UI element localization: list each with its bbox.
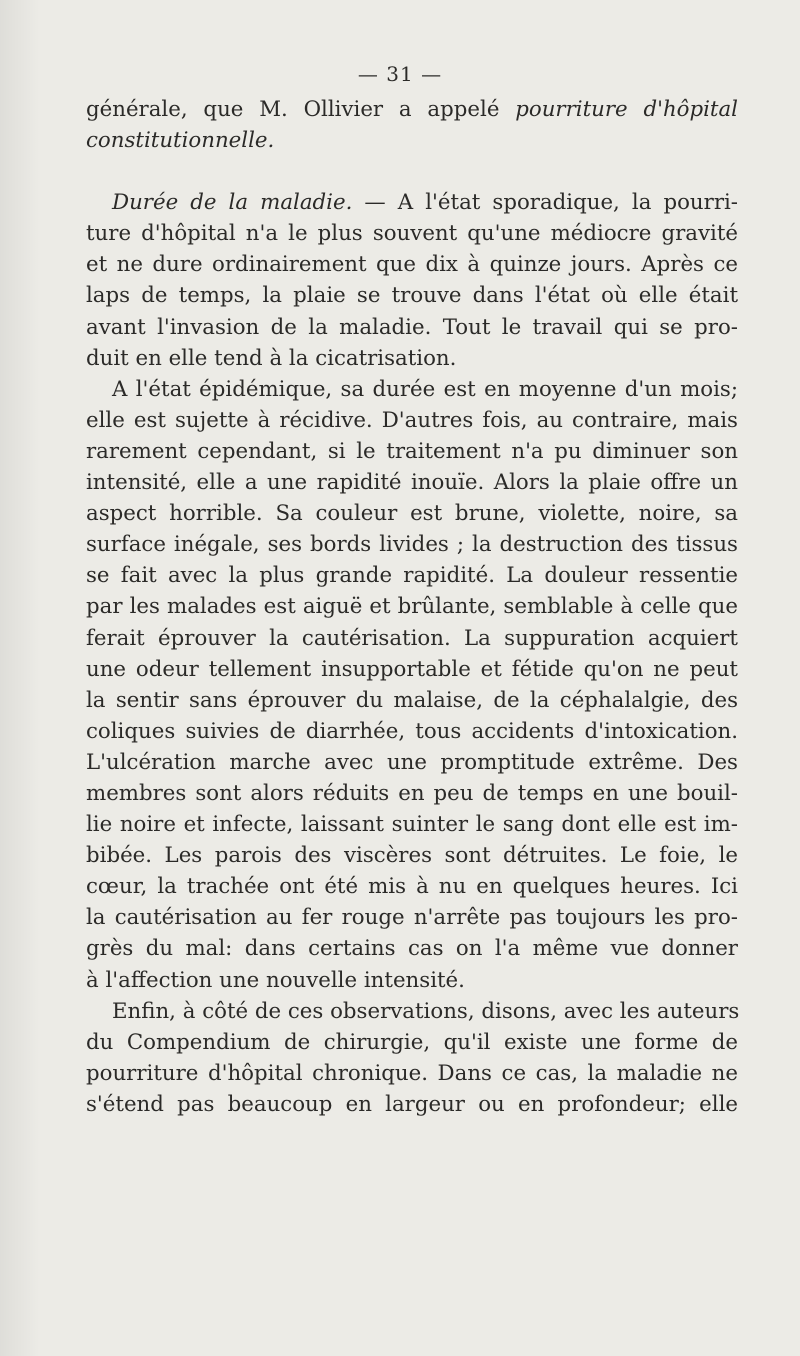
text-line: rarement cependant, si le traitement n'a pu diminuer son	[86, 438, 738, 464]
text-line: surface inégale, ses bords livides ; la destruction des tissus	[86, 532, 738, 558]
text-line: la cautérisation au fer rouge n'arrête pas toujours les pro-	[86, 905, 738, 931]
text-line: A l'état épidémique, sa durée est en moyenne d'un mois;	[112, 376, 738, 402]
text-line: grès du mal: dans certains cas on l'a même vue donner	[86, 936, 738, 962]
italic-term: constitutionnelle.	[86, 128, 275, 154]
text-line: avant l'invasion de la maladie. Tout le travail qui se pro-	[86, 314, 738, 340]
text-line: intensité, elle a une rapidité inouïe. Alors la plaie offre un	[86, 470, 738, 496]
text-line: lie noire et infecte, laissant suinter le sang dont elle est im-	[86, 812, 738, 838]
text-line: une odeur tellement insupportable et fétide qu'on ne peut	[86, 656, 738, 682]
body-text	[86, 94, 738, 1120]
text-line: à l'affection une nouvelle intensité.	[86, 967, 465, 993]
text-line: du Compendium de chirurgie, qu'il existe une forme de	[86, 1029, 738, 1055]
paragraph-epidemic	[86, 374, 738, 996]
section-heading: Durée de la maladie.	[112, 190, 353, 216]
text-line: ture d'hôpital n'a le plus souvent qu'une médiocre gravité	[86, 221, 738, 247]
text-run: — A l'état sporadique, la pourri-	[352, 190, 739, 216]
italic-term: pourriture d'hôpital	[515, 97, 738, 122]
text-run: générale, que M. Ollivier a appelé	[86, 97, 516, 122]
text-line: se fait avec la plus grande rapidité. La douleur ressentie	[86, 563, 738, 589]
text-line: cœur, la trachée ont été mis à nu en quelques heures. Ici	[86, 874, 738, 900]
page-number: — 31 —	[357, 62, 443, 86]
text-line: la sentir sans éprouver du malaise, de la céphalalgie, des	[86, 687, 738, 713]
text-line: ferait éprouver la cautérisation. La suppuration acquiert	[86, 625, 738, 651]
text-line: pourriture d'hôpital chronique. Dans ce cas, la maladie ne	[86, 1060, 738, 1086]
text-line: s'étend pas beaucoup en largeur ou en profondeur; elle	[86, 1091, 738, 1117]
text-line: par les malades est aiguë et brûlante, semblable à celle que	[86, 594, 738, 620]
paragraph-duration	[86, 187, 738, 374]
text-line: bibée. Les parois des viscères sont détruites. Le foie, le	[86, 843, 738, 869]
paragraph-chronic	[86, 996, 738, 1120]
text-line: coliques suivies de diarrhée, tous accidents d'intoxication.	[86, 718, 738, 744]
text-line	[86, 187, 738, 218]
text-line: Enfin, à côté de ces observations, disons, avec les auteurs	[112, 998, 740, 1024]
text-line	[86, 94, 738, 125]
text-line: aspect horrible. Sa couleur est brune, violette, noire, sa	[86, 501, 738, 527]
paragraph-gap	[86, 156, 738, 187]
text-line: membres sont alors réduits en peu de temps en une bouil-	[86, 780, 738, 806]
text-line: L'ulcération marche avec une promptitude extrême. Des	[86, 749, 738, 775]
text-line: laps de temps, la plaie se trouve dans l'état où elle était	[86, 283, 738, 309]
text-line: et ne dure ordinairement que dix à quinze jours. Après ce	[86, 252, 738, 278]
text-line: duit en elle tend à la cicatrisation.	[86, 345, 457, 371]
text-line: elle est sujette à récidive. D'autres fois, au contraire, mais	[86, 407, 738, 433]
